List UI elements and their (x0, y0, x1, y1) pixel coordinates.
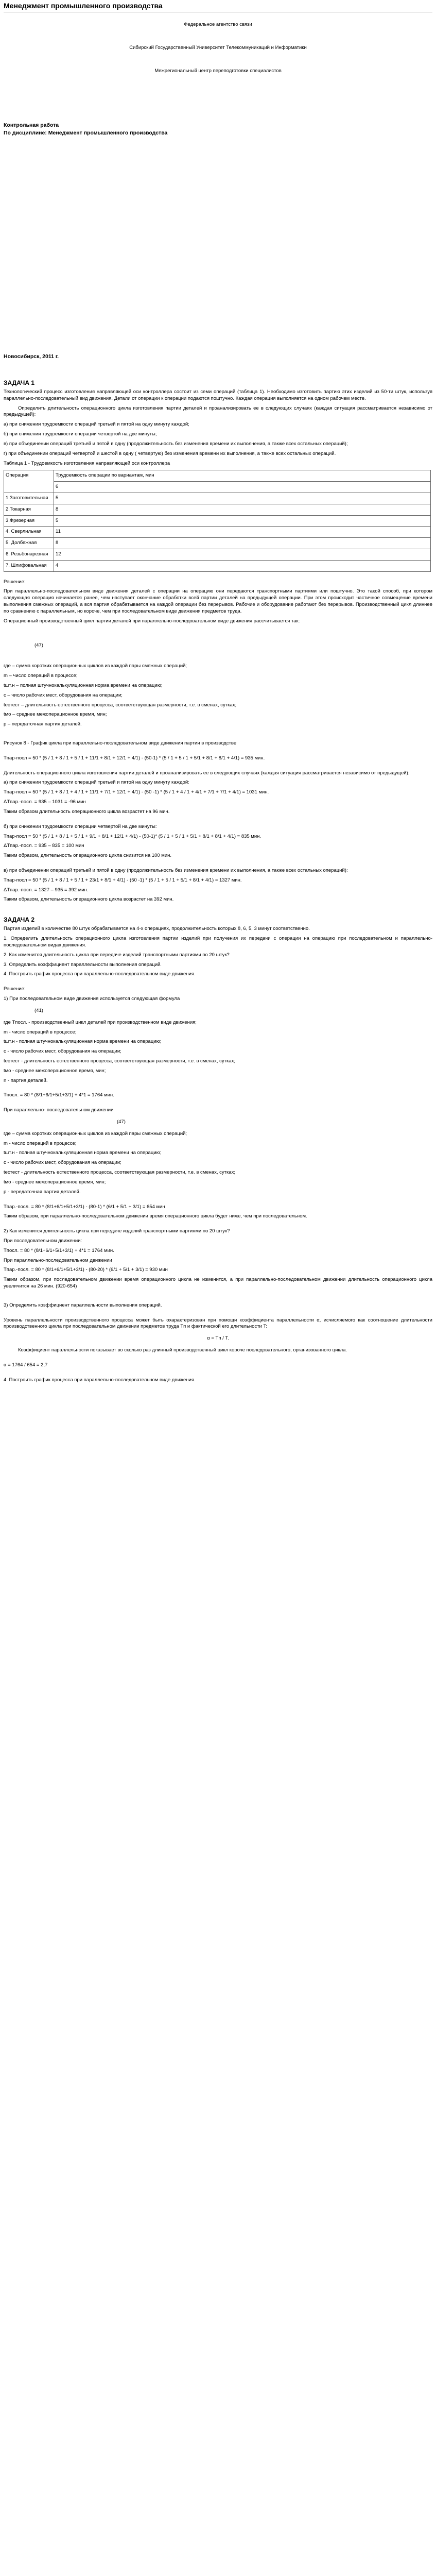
cover-university: Сибирский Государственный Университет Телекоммуникаций и Информатики (129, 44, 307, 50)
figure-caption: Рисунок 8 - График цикла при параллельно-последовательном виде движения партии в производстве (4, 740, 237, 747)
legend-line: tмо - среднее межоперационное время, мин; (4, 1067, 106, 1074)
case-a-text: Tпар-посл = 50 * (5 / 1 + 8 / 1 + 4 / 1 + 11/1 + 7/1 + 12/1 + 4/1) - (50 -1) * (5 / 1 + 4 / 1 + 4/1 + 7/1 + 7/1 + 4/1) = 1031 мин. (4, 789, 269, 795)
cover-center: Межрегиональный центр переподготовки специалистов (154, 67, 282, 74)
legend-line: tшт.н – полная штучнокалькуляционная норма времени на операцию; (4, 682, 163, 688)
table-cell: 4 (54, 560, 431, 571)
table-row (4, 549, 431, 561)
legend-line: tестест - длительность естественного процесса, соответствующая размерности, т.е. в сменах, сутках; (4, 1058, 236, 1064)
legend-line: где – сумма коротких операционных циклов из каждой пары смежных операций; (4, 1130, 187, 1137)
calculation: α = 1764 / 654 = 2,7 (4, 1362, 48, 1368)
legend-line: с - число рабочих мест, оборудования на операции; (4, 1048, 121, 1055)
formula-alpha: α = Tп / T. (207, 1335, 229, 1342)
case-b-text: ΔTпар.-посл. = 935 – 835 = 100 мин (4, 843, 84, 849)
table-cell: 11 (54, 527, 431, 538)
step1-intro: 1) При последовательном виде движения используется следующая формула (4, 996, 180, 1002)
task1-intro-text: Технологический процесс изготовления направляющей оси контроллера состоит из семи операций (таблица 1). Необходимо изготовить партию этих изделий из 50-ти штук, используя параллельно-последовательный вид движения. Детали от операции к операции подаются поштучно. Каждая операция выполняется на одном рабочем месте. (4, 389, 432, 401)
case-a-text: Длительность операционного цикла изготовления партии деталей и проанализировать ее в следующих случаях (каждая ситуация рассматривается независимо от предыдущей): (4, 770, 410, 776)
table-cell: 8 (54, 504, 431, 515)
table-row (4, 527, 431, 538)
step2-text: 2) Как изменится длительность цикла при передаче изделий транспортными партиями по 20 штук? (4, 1228, 230, 1234)
legend-line: n - партия деталей. (4, 1077, 48, 1083)
legend-line: tмо - среднее межоперационное время, мин; (4, 1179, 106, 1185)
case-b-text: Таким образом, длительность операционного цикла снизится на 100 мин. (4, 853, 172, 859)
cover-block (4, 22, 432, 379)
table-caption: Таблица 1 - Трудоемкость изготовления направляющей оси контроллера (4, 460, 170, 466)
case-c-text: Таким образом, длительность операционного цикла возрастет на 392 мин. (4, 896, 174, 903)
solution-text: Операционный производственный цикл партии деталей при параллельно-последовательном виде движения рассчитывается так: (4, 618, 300, 624)
calculation: Tпар.-посл. = 80 * (8/1+6/1+5/1+3/1) - (80-1) * (6/1 + 5/1 + 3/1) = 654 мин (4, 1204, 165, 1210)
table-row (4, 482, 431, 493)
table-cell: 5 (54, 493, 431, 504)
task1-intro-text: Определить длительность операционного цикла изготовления партии деталей и проанализировать ее в следующих случаях (каждая ситуация рассматривается независимо от предыдущей): (4, 405, 432, 418)
operations-table (4, 470, 431, 571)
task1-heading: ЗАДАЧА 1 (4, 379, 35, 386)
step3-heading: 3) Определить коэффициент параллельности выполнения операций. (4, 1302, 162, 1308)
cover-discipline: По дисциплине: Менеджмент промышленного производства (4, 129, 168, 136)
conclusion: Таким образом, при параллельно-последовательном движении время операционного цикла будет ниже, чем при последовательном. (4, 1213, 307, 1219)
task2-intro-text: 4. Построить график процесса при параллельно-последовательном виде движения. (4, 971, 196, 977)
table-cell: 8 (54, 538, 431, 549)
table-cell: 6. Резьбонарезная (4, 549, 54, 561)
calculation: Tпосл. = 80 * (8/1+6/1+5/1+3/1) + 4*1 = 1764 мин. (4, 1092, 114, 1098)
case-c-text: в) при объединении операций третьей и пятой в одну (продолжительность без изменения времени их выполнения, а также всех остальных операций): (4, 867, 348, 873)
case-c-text: ΔTпар.-посл. = 1327 – 935 = 392 мин. (4, 887, 89, 893)
table-row (4, 538, 431, 549)
par-label: При параллельно- последовательном движении (4, 1107, 114, 1113)
step2-text: Tпар.-посл. = 80 * (8/1+6/1+5/1+3/1) - (80-20) * (6/1 + 5/1 + 3/1) = 930 мин (4, 1267, 168, 1273)
table-variant: 6 (54, 482, 431, 493)
step3-text: Уровень параллельности производственного процесса может быть охарактеризован при помощи коэффициента параллельности α, исчисляемого как соотношение длительности производственного цикла при последовательном движении предметов труда Tп и фактической его длительности T: (4, 1317, 432, 1330)
legend-line: где Tпосл. - производственный цикл деталей при производственном виде движения; (4, 1019, 197, 1025)
table-cell: 3.Фрезерная (4, 515, 54, 527)
legend-line: tшт.н - полная штучнокалькуляционная норма времени на операцию; (4, 1039, 162, 1045)
step2-text: Таким образом, при последовательном движении время операционного цикла не изменится, а при параллельно-последовательном движении длительность операционного цикла увеличится на 26 мин. (920-654) (4, 1277, 432, 1290)
calculation: Tпар-посл = 50 * (5 / 1 + 8 / 1 + 5 / 1 + 11/1 + 8/1 + 12/1 + 4/1) - (50-1) * (5 / 1 + 5 / 1 + 5/1 + 8/1 + 8/1 + 4/1) = 935 мин. (4, 755, 265, 761)
task2-section (4, 916, 432, 1383)
legend-line: m – число операций в процессе; (4, 673, 78, 679)
table-cell: 12 (54, 549, 431, 561)
task2-heading: ЗАДАЧА 2 (4, 916, 35, 924)
case-b-text: Tпар-посл = 50 * (5 / 1 + 8 / 1 + 5 / 1 + 9/1 + 8/1 + 12/1 + 4/1) - (50-1)* (5 / 1 + 5 / 1 + 5/1 + 8/1 + 8/1 + 4/1) = 835 мин. (4, 833, 261, 839)
table-cell: 5. Долбежная (4, 538, 54, 549)
table-row (4, 504, 431, 515)
solution-text: При параллельно-последовательном виде движения деталей с операции на операцию они передаются транспортными партиями или поштучно. Это такой способ, при котором следующая операция начинается ранее, чем наступает окончание обработки всей партии деталей на предыдущей операции. При этом происходит частичное совмещение времени выполнения смежных операций, а вся партия обрабатывается на каждой операции без перерывов. Рабочие и оборудование работают без перерывов. Производственный цикл длиннее по сравнению с параллельным, но короче, чем при последовательном виде движения предметов труда. (4, 588, 432, 614)
table-cell: 7. Шлифовальная (4, 560, 54, 571)
solution-label: Решение: (4, 579, 26, 585)
table-row (4, 515, 431, 527)
case-b-text: б) при снижении трудоемкости операции четвертой на две минуты: (4, 823, 157, 829)
formula-number: (41) (34, 1007, 43, 1013)
cover-work-type: Контрольная работа (4, 122, 59, 129)
task1-intro-text: в) при объединении операций третьей и пятой в одну (продолжительность без изменения времени их выполнения, а также всех остальных операций); (4, 440, 348, 447)
task1-intro-text: б) при снижении трудоемкости операции четвертой на две минуты; (4, 431, 157, 437)
document-title: Менеджмент промышленного производства (4, 2, 163, 10)
cover-agency: Федеральное агентство связи (184, 21, 252, 27)
cover-city-year: Новосибирск, 2011 г. (4, 353, 59, 360)
task1-intro-text: г) при объединении операций четвертой и шестой в одну ( четвертую) без изменения времени их выполнения, а также всех остальных операций. (4, 450, 336, 456)
table-cell: 1.Заготовительная (4, 493, 54, 504)
table-cell: 2.Токарная (4, 504, 54, 515)
task2-intro-text: Партия изделий в количестве 80 штук обрабатывается на 4-х операциях, продолжительность которых 8, 6, 5, 3 минут соответственно. (4, 926, 310, 932)
table-cell: 5 (54, 515, 431, 527)
table-header-duration: Трудоемкость операции по вариантам, мин (54, 470, 431, 482)
table-row (4, 493, 431, 504)
legend-line: tшт.н - полная штучнокалькуляционная норма времени на операцию; (4, 1150, 162, 1156)
table-row (4, 560, 431, 571)
case-c-text: Tпар-посл = 50 * (5 / 1 + 8 / 1 + 5 / 1 + 23/1 + 8/1 + 4/1) - (50 -1) * (5 / 1 + 5 / 1 + 5/1 + 8/1 + 4/1) = 1327 мин. (4, 877, 242, 883)
legend-line: tмо – среднее межоперационное время, мин; (4, 711, 107, 718)
legend-line: р - передаточная партия деталей. (4, 1189, 81, 1195)
legend-line: p – передаточная партия деталей. (4, 721, 82, 727)
solution-label: Решение: (4, 986, 26, 992)
legend-line: tестест - длительность естественного процесса, соответствующая размерности, т.е. в сменах, сутках; (4, 1170, 236, 1176)
task2-intro-text: 1. Определить длительность операционного цикла изготовления партии изделий при получения их передачи с операции на операцию при последовательном и параллельно-последовательном видах движения. (4, 936, 432, 948)
step4-text: 4. Построить график процесса при параллельно-последовательном виде движения. (4, 1377, 196, 1383)
task1-intro-text: а) при снижении трудоемкости операций третьей и пятой на одну минуту каждой; (4, 421, 189, 428)
legend-line: c – число рабочих мест, оборудования на операции; (4, 692, 123, 698)
legend-line: m - число операций в процессе; (4, 1029, 77, 1035)
step2-text: При параллельно-последовательном движении (4, 1257, 112, 1263)
table-cell: 4. Сверлильная (4, 527, 54, 538)
legend-line: m - число операций в процессе; (4, 1140, 77, 1146)
table-row (4, 470, 431, 482)
legend-line: tестест – длительность естественного процесса, соответствующая размерности, т.е. в сменах, сутках; (4, 702, 237, 708)
task1-section (4, 379, 432, 916)
task2-intro-text: 3. Определить коэффициент параллельности выполнения операций. (4, 961, 162, 968)
step2-text: Tпосл. = 80 * (8/1+6/1+5/1+3/1) + 4*1 = 1764 мин. (4, 1247, 114, 1253)
legend-line: где – сумма коротких операционных циклов из каждой пары смежных операций; (4, 663, 187, 669)
table-header-operation: Операция (4, 470, 54, 493)
case-a-text: ΔTпар.-посл. = 935 – 1031 = -96 мин (4, 799, 86, 805)
case-a-text: а) при снижении трудоемкости операций третьей и пятой на одну минуту каждой: (4, 779, 189, 786)
formula-number: (47) (34, 642, 43, 648)
step3-text: Коэффициент параллельности показывает во сколько раз длинный производственный цикл короче последовательного, организованного цикла. (18, 1347, 347, 1353)
task2-intro-text: 2. Как изменится длительность цикла при передаче изделий транспортными партиями по 20 штук? (4, 952, 230, 958)
step2-text: При последовательном движении: (4, 1238, 82, 1244)
legend-line: с - число рабочих мест, оборудования на операции; (4, 1160, 121, 1166)
case-a-text: Таким образом длительность операционного цикла возрастет на 96 мин. (4, 808, 170, 815)
formula-number: (47) (117, 1119, 126, 1125)
